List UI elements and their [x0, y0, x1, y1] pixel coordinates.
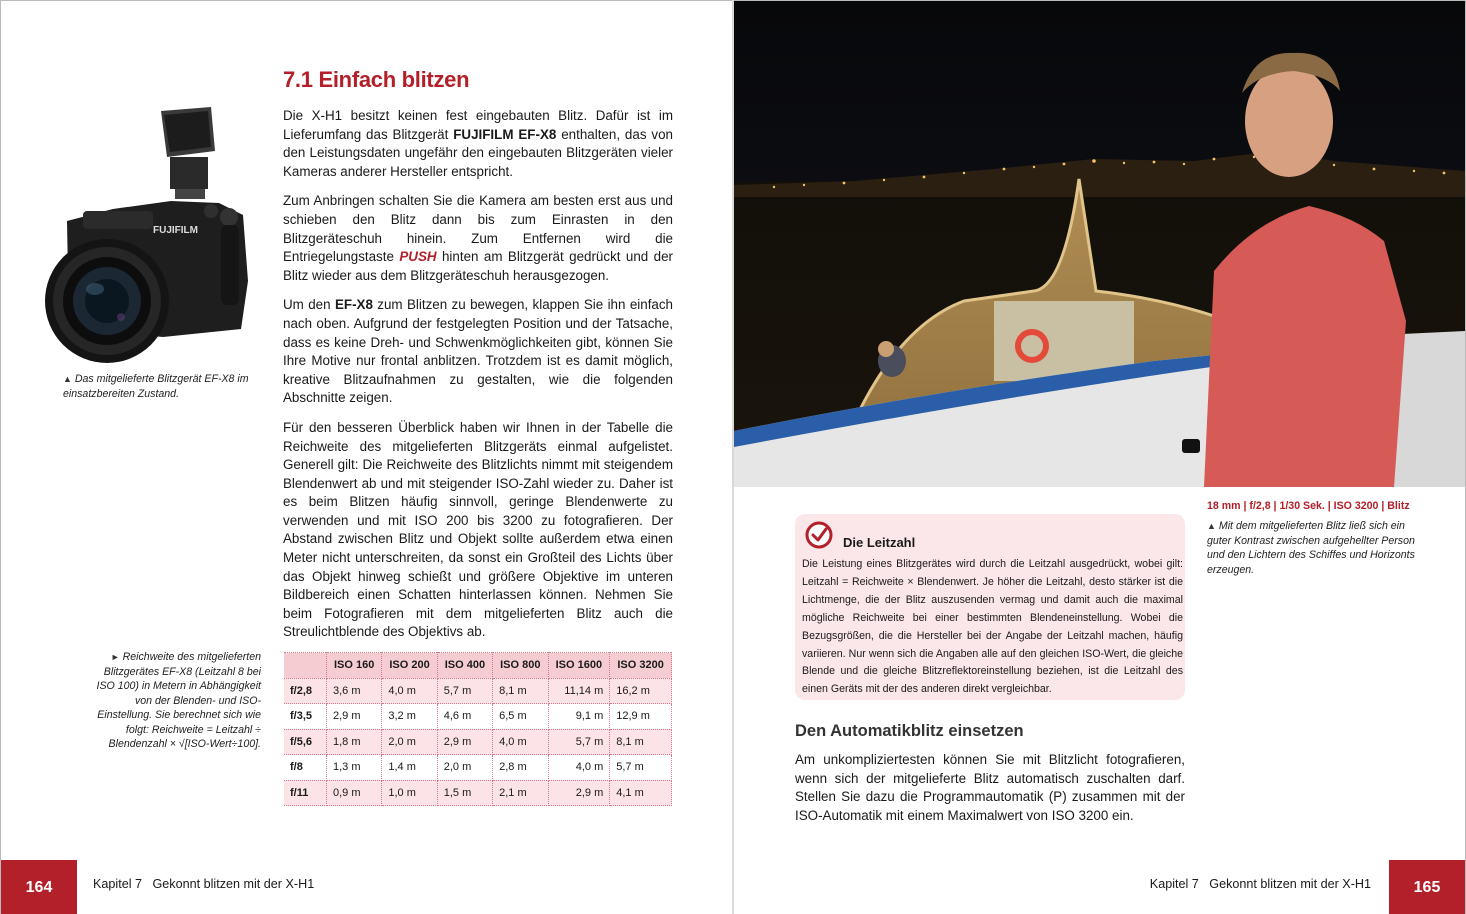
subsection-heading: Den Automatikblitz einsetzen: [795, 722, 1024, 740]
running-footer-left: Kapitel 7 Gekonnt blitzen mit der X-H1: [93, 877, 315, 891]
table-row: f/8 1,3 m 1,4 m 2,0 m 2,8 m 4,0 m 5,7 m: [284, 755, 672, 781]
section-heading: 7.1 Einfach blitzen: [283, 67, 470, 92]
triangle-up-icon: ▲: [1207, 521, 1216, 531]
triangle-up-icon: ▲: [63, 374, 72, 384]
paragraph: Um den EF-X8 zum Blitzen zu bewegen, klappen Sie ihn einfach nach oben. Aufgrund der festgelegten Position und der Tatsache, dass es keine Dreh- und Schwenkmöglichkeiten gibt, können Sie Ihre Motive nur frontal anblitzen. Trotzdem ist es damit möglich, kreative Blitzaufnahmen zu gestalten, wie die folgenden Abschnitte zeigen.: [283, 297, 674, 406]
info-box: [795, 514, 1185, 700]
table-row: f/2,8 3,6 m 4,0 m 5,7 m 8,1 m 11,14 m 16,2 m: [284, 678, 672, 704]
photo-caption: ▲ Mit dem mitgelieferten Blitz ließ sich ein guter Kontrast zwischen aufgehellter Person und den Lichtern des Schiffes und Horizonts erzeugen.: [1207, 520, 1415, 576]
main-text: Am unkompliziertesten können Sie mit Blitzlicht fotografieren, wenn sich der mitgelieferte Blitz automatisch zuschalten darf. Stellen Sie dazu die Programmautomatik (P) zusammen mit der ISO-Automatik mit einem Maximalwert von ISO 3200 ein.: [795, 752, 1185, 823]
triangle-right-icon: ►: [110, 652, 120, 662]
camera-brand-label: FUJIFILM: [153, 225, 198, 236]
night-ship-photo: [734, 1, 1465, 487]
page-number-right: 165: [1389, 860, 1465, 914]
photo-exif: 18 mm | f/2,8 | 1/30 Sek. | ISO 3200 | Blitz: [1207, 500, 1410, 512]
table-row: f/5,6 1,8 m 2,0 m 2,9 m 4,0 m 5,7 m 8,1 m: [284, 729, 672, 755]
table-caption: ► Reichweite des mitgelieferten Blitzgerätes EF-X8 (Leitzahl 8 bei ISO 100) in Metern in Abhängigkeit von der Blenden- und ISO-Einstellung. Sie berechnet sich wie folgt: Reichweite = Leitzahl ÷ Blendenzahl × √[ISO-Wert÷100].: [96, 651, 261, 750]
checkmark-circle-icon: [804, 520, 834, 550]
info-box-title: Die Leitzahl: [843, 535, 916, 550]
table-header-row: ISO 160 ISO 200 ISO 400 ISO 800 ISO 1600 ISO 3200: [284, 653, 672, 679]
left-page: [0, 0, 732, 914]
right-page: [734, 0, 1466, 914]
flash-range-table: [284, 652, 672, 806]
paragraph: Zum Anbringen schalten Sie die Kamera am besten erst aus und schieben den Blitz dann bis zum Einrasten in den Blitzgeräteschuh hinein. Zum Entfernen wird die Entriegelungstaste PUSH hinten am Blitzgerät gedrückt und der Blitz wieder aus dem Blitzgeräteschuh herausgezogen.: [283, 193, 674, 283]
page-number-left: 164: [1, 860, 77, 914]
paragraph: Die X-H1 besitzt keinen fest eingebauten Blitz. Dafür ist im Lieferumfang das Blitzgerät FUJIFILM EF-X8 enthalten, das von den Leistungsdaten ungefähr den eingebauten Blitzgeräten vieler Kameras anderer Hersteller entspricht.: [283, 108, 673, 179]
running-footer-right: Kapitel 7 Gekonnt blitzen mit der X-H1: [1149, 877, 1371, 891]
table-row: f/11 0,9 m 1,0 m 1,5 m 2,1 m 2,9 m 4,1 m: [284, 780, 672, 806]
camera-with-flash-image: [43, 105, 273, 371]
table-row: f/3,5 2,9 m 3,2 m 4,6 m 6,5 m 9,1 m 12,9 m: [284, 704, 672, 730]
camera-caption: ▲ Das mitgelieferte Blitzgerät EF-X8 im einsatzbereiten Zustand.: [63, 373, 249, 400]
info-box-text: Die Leistung eines Blitzgerätes wird durch die Leitzahl ausgedrückt, wobei gilt: Leitzahl = Reichweite × Blendenwert. Je höher die Leitzahl, desto stärker ist die Lichtmenge, die der Blitz auszusenden vermag und damit auch die maximal mögliche Reichweite bei einer bestimmten Blendeneinstellung. Wobei die Bezugsgrößen, die die Hersteller bei der Angabe der Leitzahl machen, häufig variieren. Nur wenn sich die Angaben alle auf den gleichen ISO-Wert, die gleiche Blende und die gleiche Blitzreflektoreinstellung beziehen, ist die Leitzahl des einen Geräts mit der des anderen direkt vergleichbar.: [802, 558, 1183, 696]
paragraph: Für den besseren Überblick haben wir Ihnen in der Tabelle die Reichweite des mitgelieferten Blitzgeräts einmal aufgelistet. Generell gilt: Die Reichweite des Blitzlichts nimmt mit steigendem Blendenwert ab und mit steigender ISO-Zahl wieder zu. Daher ist es beim Blitzen häufig sinnvoll, geringe Blendenwerte zu verwenden und mit ISO 200 bis 3200 zu fotografieren. Der Abstand zwischen Blitz und Objekt sollte außerdem etwa einen Meter nicht unterschreiten, da sonst ein Großteil des Lichts über das Objekt hinweg schießt und größere Objektive im unteren Bildbereich einen Schatten hinterlassen können. Nehmen Sie beim Fotografieren mit dem mitgelieferten Blitz auch die Streulichtblende des Objektivs ab.: [283, 419, 673, 640]
main-text: [283, 107, 673, 653]
